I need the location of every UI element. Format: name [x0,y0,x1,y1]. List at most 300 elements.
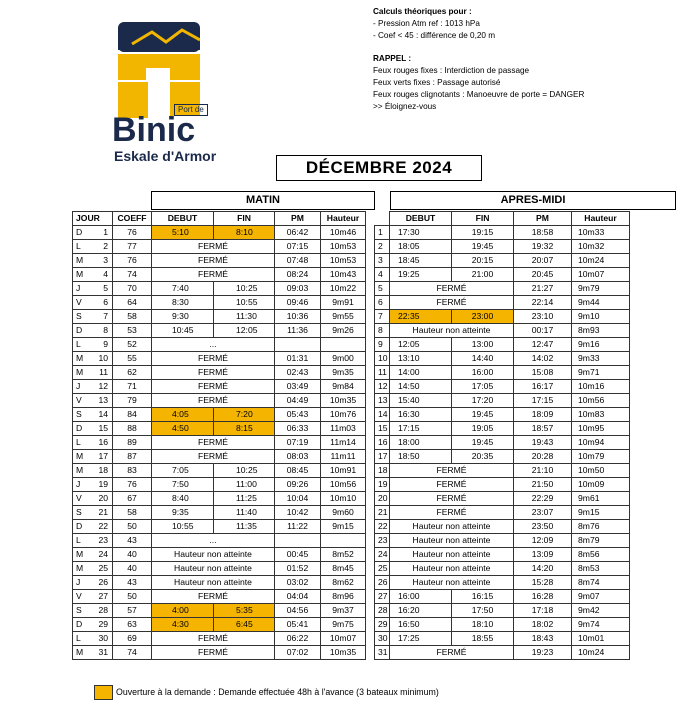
pm-cell: 11:22 [275,520,321,534]
table-row [73,352,366,366]
weekday-cell [73,282,113,296]
height-cell: 9m15 [321,520,366,534]
morning-status-cell: FERMÉ [152,240,275,254]
afternoon-start-cell: 22:35 [390,310,452,324]
height-cell: 9m55 [321,310,366,324]
morning-start-cell: 7:05 [152,464,214,478]
weekday: D [76,227,83,237]
afternoon-end-cell: 19:45 [452,436,514,450]
pm-cell: 10:42 [275,506,321,520]
morning-status-cell: FERMÉ [152,254,275,268]
pm-cell: 16:28 [514,590,572,604]
table-row [73,478,366,492]
morning-status-cell: ... [152,338,275,352]
afternoon-status-cell: FERMÉ [390,296,514,310]
morning-status-cell: FERMÉ [152,450,275,464]
pm-cell: 23:50 [514,520,572,534]
afternoon-start-cell: 18:50 [390,450,452,464]
height-cell: 10m50 [572,464,630,478]
col-debut: DEBUT [152,212,214,226]
pm-cell: 05:41 [275,618,321,632]
table-row [375,310,630,324]
pm-cell: 08:45 [275,464,321,478]
pm-cell: 19:43 [514,436,572,450]
coeff-cell: 76 [113,254,152,268]
col-jour: JOUR [73,212,113,226]
weekday-cell [73,240,113,254]
morning-start-cell: 4:00 [152,604,214,618]
height-cell: 10m83 [572,408,630,422]
afternoon-status-cell: FERMÉ [390,492,514,506]
col-fin: FIN [452,212,514,226]
pm-cell: 03:49 [275,380,321,394]
table-row [73,492,366,506]
table-row [375,394,630,408]
day-index-cell: 13 [375,394,390,408]
afternoon-start-cell: 14:50 [390,380,452,394]
pm-cell: 09:26 [275,478,321,492]
weekday: S [76,507,82,517]
table-row [375,226,630,240]
day-number: 7 [103,311,108,321]
table-row [73,520,366,534]
day-index-cell: 14 [375,408,390,422]
coeff-cell: 84 [113,408,152,422]
weekday-cell [73,520,113,534]
coeff-cell: 89 [113,436,152,450]
morning-start-cell: 4:30 [152,618,214,632]
day-index-cell: 20 [375,492,390,506]
weekday-cell [73,478,113,492]
afternoon-start-cell: 12:05 [390,338,452,352]
day-number: 3 [103,255,108,265]
weekday: D [76,325,83,335]
height-cell: 8m45 [321,562,366,576]
morning-end-cell: 5:35 [214,604,275,618]
pm-cell: 17:18 [514,604,572,618]
table-row [73,422,366,436]
morning-status-cell: Hauteur non atteinte [152,562,275,576]
table-row [375,464,630,478]
table-row [73,618,366,632]
afternoon-start-cell: 17:15 [390,422,452,436]
pm-cell: 07:19 [275,436,321,450]
height-cell: 10m53 [321,254,366,268]
pm-cell: 00:45 [275,548,321,562]
group-matin: MATIN [151,191,375,210]
height-cell: 9m07 [572,590,630,604]
height-cell: 9m33 [572,352,630,366]
morning-status-cell: Hauteur non atteinte [152,548,275,562]
height-cell: 8m62 [321,576,366,590]
table-row [375,450,630,464]
height-cell: 10m16 [572,380,630,394]
height-cell: 9m61 [572,492,630,506]
height-cell: 8m79 [572,534,630,548]
coeff-cell: 67 [113,492,152,506]
pm-cell: 23:10 [514,310,572,324]
pm-cell: 18:02 [514,618,572,632]
table-row [375,534,630,548]
table-row [73,254,366,268]
weekday: M [76,647,84,657]
coeff-cell: 62 [113,366,152,380]
weekday-cell [73,436,113,450]
coeff-cell: 50 [113,590,152,604]
afternoon-end-cell: 19:15 [452,226,514,240]
height-cell: 10m43 [321,268,366,282]
day-number: 4 [103,269,108,279]
morning-status-cell: FERMÉ [152,632,275,646]
weekday-cell [73,310,113,324]
pm-cell: 02:43 [275,366,321,380]
table-row [375,380,630,394]
pm-cell: 18:09 [514,408,572,422]
table-row [73,268,366,282]
morning-table [72,211,366,660]
coeff-cell: 76 [113,478,152,492]
afternoon-start-cell: 18:05 [390,240,452,254]
weekday-cell [73,324,113,338]
height-cell: 9m00 [321,352,366,366]
afternoon-start-cell: 13:10 [390,352,452,366]
table-row [375,646,630,660]
pm-cell: 13:09 [514,548,572,562]
afternoon-start-cell: 19:25 [390,268,452,282]
coeff-cell: 53 [113,324,152,338]
table-row [73,534,366,548]
weekday-cell [73,506,113,520]
height-cell: 10m35 [321,394,366,408]
day-number: 22 [98,521,108,531]
coeff-cell: 63 [113,618,152,632]
rappel-line: >> Éloignez-vous [373,102,437,112]
morning-start-cell: 7:50 [152,478,214,492]
rappel-line: Feux rouges clignotants : Manoeuvre de porte = DANGER [373,90,585,100]
morning-status-cell: FERMÉ [152,366,275,380]
day-index-cell: 29 [375,618,390,632]
coeff-cell: 40 [113,562,152,576]
afternoon-end-cell: 18:10 [452,618,514,632]
day-number: 5 [103,283,108,293]
table-row [375,422,630,436]
pm-cell: 10:04 [275,492,321,506]
coeff-cell: 77 [113,240,152,254]
pm-cell: 12:09 [514,534,572,548]
table-row [375,576,630,590]
coeff-cell: 87 [113,450,152,464]
height-cell: 9m42 [572,604,630,618]
day-number: 8 [103,325,108,335]
day-number: 10 [98,353,108,363]
morning-start-cell: 9:30 [152,310,214,324]
day-number: 14 [98,409,108,419]
coeff-cell: 58 [113,310,152,324]
table-row [375,366,630,380]
height-cell: 9m79 [572,282,630,296]
height-cell: 9m37 [321,604,366,618]
pm-cell [275,534,321,548]
day-index-cell: 24 [375,548,390,562]
weekday-cell [73,646,113,660]
table-row [73,240,366,254]
weekday-cell [73,450,113,464]
weekday: V [76,395,82,405]
pm-cell: 17:15 [514,394,572,408]
height-cell: 10m10 [321,492,366,506]
table-row [375,506,630,520]
pm-cell: 05:43 [275,408,321,422]
height-cell: 9m75 [321,618,366,632]
weekday-cell [73,268,113,282]
afternoon-status-cell: Hauteur non atteinte [390,548,514,562]
weekday-cell [73,562,113,576]
height-cell: 10m95 [572,422,630,436]
table-row [73,296,366,310]
table-row [73,590,366,604]
weekday-cell [73,534,113,548]
morning-status-cell: ... [152,534,275,548]
height-cell: 8m96 [321,590,366,604]
day-number: 29 [98,619,108,629]
coeff-cell: 55 [113,352,152,366]
afternoon-end-cell: 16:15 [452,590,514,604]
rappel-line: Feux verts fixes : Passage autorisé [373,78,501,88]
afternoon-end-cell: 17:05 [452,380,514,394]
pm-cell: 18:57 [514,422,572,436]
pm-cell: 20:28 [514,450,572,464]
weekday: L [76,633,81,643]
height-cell: 10m22 [321,282,366,296]
morning-status-cell: FERMÉ [152,380,275,394]
coeff-cell: 64 [113,296,152,310]
weekday-cell [73,338,113,352]
day-index-cell: 23 [375,534,390,548]
pm-cell: 04:49 [275,394,321,408]
height-cell: 9m91 [321,296,366,310]
day-number: 1 [103,227,108,237]
height-cell: 10m09 [572,478,630,492]
day-index-cell: 25 [375,562,390,576]
day-number: 19 [98,479,108,489]
table-row [375,408,630,422]
height-cell: 8m56 [572,548,630,562]
day-index-cell: 3 [375,254,390,268]
weekday-cell [73,366,113,380]
height-cell: 10m53 [321,240,366,254]
day-index-cell: 26 [375,576,390,590]
afternoon-end-cell: 18:55 [452,632,514,646]
day-number: 24 [98,549,108,559]
afternoon-status-cell: Hauteur non atteinte [390,562,514,576]
coeff-cell: 79 [113,394,152,408]
afternoon-status-cell: FERMÉ [390,646,514,660]
pm-cell: 20:45 [514,268,572,282]
morning-end-cell: 11:40 [214,506,275,520]
weekday: J [76,479,81,489]
table-row [375,240,630,254]
day-number: 13 [98,395,108,405]
height-cell: 9m44 [572,296,630,310]
pm-cell: 09:46 [275,296,321,310]
coeff-cell: 43 [113,576,152,590]
coeff-cell: 40 [113,548,152,562]
height-cell: 10m56 [572,394,630,408]
day-index-cell: 30 [375,632,390,646]
afternoon-status-cell: FERMÉ [390,506,514,520]
col-pm: PM [275,212,321,226]
day-index-cell: 4 [375,268,390,282]
weekday-cell [73,548,113,562]
afternoon-end-cell: 21:00 [452,268,514,282]
morning-start-cell: 8:30 [152,296,214,310]
day-number: 21 [98,507,108,517]
day-index-cell: 12 [375,380,390,394]
table-row [375,562,630,576]
weekday: S [76,311,82,321]
height-cell: 10m24 [572,254,630,268]
pm-cell: 11:36 [275,324,321,338]
morning-end-cell: 7:20 [214,408,275,422]
weekday-cell [73,604,113,618]
weekday-cell [73,492,113,506]
day-number: 18 [98,465,108,475]
table-row [73,394,366,408]
afternoon-status-cell: Hauteur non atteinte [390,520,514,534]
day-index-cell: 15 [375,422,390,436]
day-number: 6 [103,297,108,307]
height-cell: 10m79 [572,450,630,464]
morning-status-cell: FERMÉ [152,590,275,604]
pm-cell: 23:07 [514,506,572,520]
pm-cell: 06:42 [275,226,321,240]
morning-start-cell: 10:55 [152,520,214,534]
morning-end-cell: 10:25 [214,464,275,478]
morning-start-cell: 4:50 [152,422,214,436]
afternoon-status-cell: FERMÉ [390,464,514,478]
table-row [375,282,630,296]
weekday: M [76,563,84,573]
pm-cell: 14:02 [514,352,572,366]
col-coeff: COEFF [113,212,152,226]
weekday: L [76,339,81,349]
pm-cell: 04:04 [275,590,321,604]
height-cell: 9m84 [321,380,366,394]
afternoon-end-cell: 17:20 [452,394,514,408]
height-cell: 10m35 [321,646,366,660]
col-debut: DEBUT [390,212,452,226]
height-cell: 10m76 [321,408,366,422]
coeff-cell: 83 [113,464,152,478]
afternoon-end-cell: 19:45 [452,240,514,254]
day-number: 15 [98,423,108,433]
table-row [375,436,630,450]
legend-text: Ouverture à la demande : Demande effectuée 48h à l'avance (3 bateaux minimum) [116,687,439,697]
day-index-cell: 22 [375,520,390,534]
day-index-cell: 8 [375,324,390,338]
table-row [375,296,630,310]
height-cell: 8m53 [572,562,630,576]
calc-line: - Pression Atm ref : 1013 hPa [373,19,480,29]
morning-status-cell: Hauteur non atteinte [152,576,275,590]
pm-cell: 01:52 [275,562,321,576]
weekday: M [76,549,84,559]
coeff-cell: 74 [113,646,152,660]
day-number: 26 [98,577,108,587]
weekday-cell [73,408,113,422]
height-cell: 10m24 [572,646,630,660]
pm-cell: 16:17 [514,380,572,394]
table-row [375,548,630,562]
morning-end-cell: 10:55 [214,296,275,310]
weekday-cell [73,380,113,394]
afternoon-status-cell: Hauteur non atteinte [390,324,514,338]
morning-status-cell: FERMÉ [152,268,275,282]
info-block [373,6,673,114]
height-cell: 10m07 [321,632,366,646]
weekday-cell [73,576,113,590]
weekday: V [76,297,82,307]
day-index-cell: 5 [375,282,390,296]
pm-cell: 22:29 [514,492,572,506]
morning-end-cell: 6:45 [214,618,275,632]
weekday: L [76,437,81,447]
afternoon-start-cell: 18:45 [390,254,452,268]
weekday: L [76,241,81,251]
morning-end-cell: 11:00 [214,478,275,492]
table-row [73,436,366,450]
height-cell: 9m35 [321,366,366,380]
table-row [73,226,366,240]
weekday: M [76,367,84,377]
table-row [375,604,630,618]
rappel-line: Feux rouges fixes : Interdiction de passage [373,65,530,75]
coeff-cell: 52 [113,338,152,352]
pm-cell: 08:24 [275,268,321,282]
col-hauteur: Hauteur [321,212,366,226]
weekday: M [76,269,84,279]
afternoon-start-cell: 16:50 [390,618,452,632]
table-row [375,324,630,338]
pm-cell: 19:23 [514,646,572,660]
pm-cell: 12:47 [514,338,572,352]
afternoon-end-cell: 16:00 [452,366,514,380]
table-row [73,548,366,562]
afternoon-start-cell: 17:25 [390,632,452,646]
col-fin: FIN [214,212,275,226]
table-row [73,450,366,464]
table-row [73,576,366,590]
weekday: D [76,521,83,531]
pm-cell: 03:02 [275,576,321,590]
weekday: S [76,605,82,615]
brand-tagline: Eskale d'Armor [114,148,217,164]
afternoon-start-cell: 17:30 [390,226,452,240]
height-cell: 9m74 [572,618,630,632]
height-cell: 10m91 [321,464,366,478]
pm-cell: 04:56 [275,604,321,618]
day-number: 2 [103,241,108,251]
afternoon-status-cell: Hauteur non atteinte [390,576,514,590]
day-number: 11 [99,367,108,377]
table-row [375,254,630,268]
morning-start-cell: 8:40 [152,492,214,506]
pm-cell: 14:20 [514,562,572,576]
height-cell: 10m94 [572,436,630,450]
table-row [73,464,366,478]
afternoon-start-cell: 15:40 [390,394,452,408]
day-index-cell: 17 [375,450,390,464]
